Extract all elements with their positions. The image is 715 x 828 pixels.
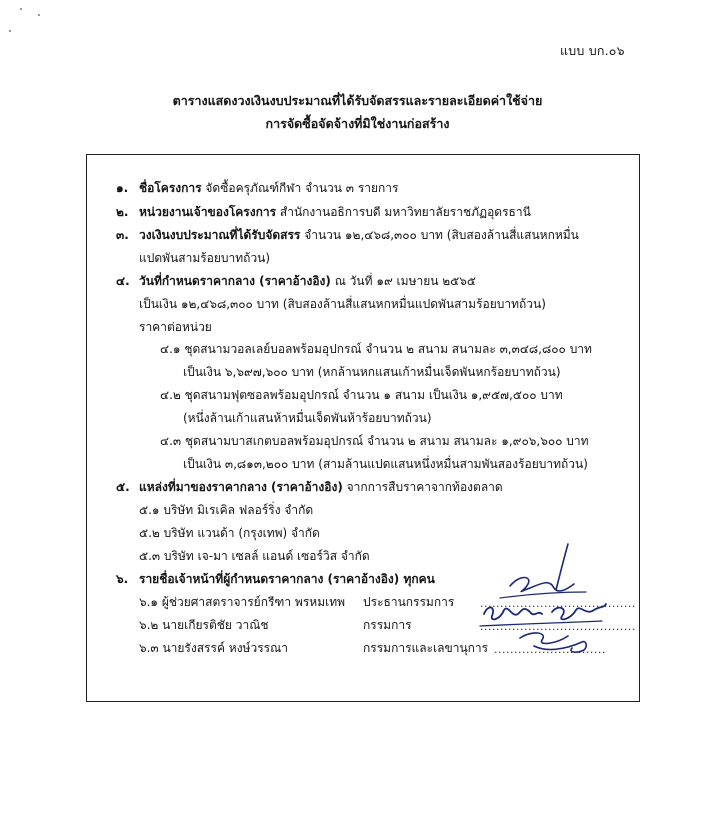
price-source-item: ๕.๑ บริษัท มิเรเคิล ฟลอร์ริ่ง จำกัด	[139, 503, 314, 517]
committee-member-role: กรรมการและเลขานุการ	[363, 641, 489, 655]
document-subtitle: การจัดซื้อจัดจ้างที่มิใช่งานก่อสร้าง	[265, 116, 450, 131]
form-code: แบบ บก.๐๖	[560, 43, 625, 58]
scan-speck	[38, 14, 40, 16]
unit-price-label: ราคาต่อหน่วย	[139, 320, 212, 334]
unit-price-item: ๔.๒ ชุดสนามฟุตซอลพร้อมอุปกรณ์ จำนวน ๑ สนาม เป็นเงิน ๑,๙๕๗,๕๐๐ บาท	[160, 388, 563, 402]
unit-price-item: ๔.๓ ชุดสนามบาสเกตบอลพร้อมอุปกรณ์ จำนวน ๒ สนาม สนามละ ๑,๙๐๖,๖๐๐ บาท	[160, 434, 589, 448]
price-source-item: ๕.๒ บริษัท แวนด้า (กรุงเทพ) จำกัด	[139, 526, 320, 540]
section-number: ๖.	[116, 572, 129, 586]
section-number: ๑.	[116, 181, 129, 195]
section-label: วันที่กำหนดราคากลาง (ราคาอ้างอิง)	[139, 274, 331, 288]
scan-speck	[9, 30, 11, 32]
signature-chair	[490, 540, 590, 604]
section-project-owner	[116, 205, 531, 220]
section-number: ๒.	[116, 205, 129, 219]
committee-member-role: กรรมการ	[363, 618, 412, 632]
section-label: วงเงินงบประมาณที่ได้รับจัดสรร	[139, 228, 301, 242]
section-reference-price-date	[116, 274, 476, 289]
price-source-item: ๕.๓ บริษัท เจ-มา เซลล์ แอนด์ เซอร์วิส จำกัด	[139, 549, 370, 563]
section-committee	[116, 572, 435, 587]
unit-price-item: ๔.๑ ชุดสนามวอลเลย์บอลพร้อมอุปกรณ์ จำนวน ๒ สนาม สนามละ ๓,๓๔๘,๘๐๐ บาท	[160, 342, 592, 356]
section-label: รายชื่อเจ้าหน้าที่ผู้กำหนดราคากลาง (ราคาอ้างอิง) ทุกคน	[139, 572, 435, 586]
committee-member-name: ๖.๓ นายรังสรรค์ หงษ์วรรณา	[139, 641, 288, 655]
signature-secretary	[512, 624, 592, 658]
section-label: หน่วยงานเจ้าของโครงการ	[139, 205, 277, 219]
section-value: สำนักงานอธิการบดี มหาวิทยาลัยราชภัฏอุดรธานี	[276, 205, 531, 219]
committee-member-name: ๖.๒ นายเกียรติชัย วาณิช	[139, 618, 269, 632]
section-number: ๓.	[116, 228, 129, 242]
committee-member-role: ประธานกรรมการ	[363, 595, 455, 609]
signature-line: .......................................	[480, 620, 636, 633]
section-value: จากการสืบราคาจากท้องตลาด	[342, 480, 503, 494]
reference-price-amount: เป็นเงิน ๑๒,๔๖๘,๓๐๐ บาท (สิบสองล้านสี่แสนหกหมื่นแปดพันสามร้อยบาทถ้วน)	[139, 297, 546, 311]
document-title: ตารางแสดงวงเงินงบประมาณที่ได้รับจัดสรรและรายละเอียดค่าใช้จ่าย	[172, 93, 543, 108]
unit-price-item-amount: เป็นเงิน ๖,๖๙๗,๖๐๐ บาท (หกล้านหกแสนเก้าหมื่นเจ็ดพันหกร้อยบาทถ้วน)	[183, 365, 561, 379]
unit-price-item-amount: (หนึ่งล้านเก้าแสนห้าหมื่นเจ็ดพันห้าร้อยบาทถ้วน)	[183, 411, 432, 425]
section-number: ๕.	[116, 480, 130, 494]
section-value: จัดซื้อครุภัณฑ์กีฬา จำนวน ๓ รายการ	[201, 181, 399, 195]
section-value: จำนวน ๑๒,๔๖๘,๓๐๐ บาท (สิบสองล้านสี่แสนหกหมื่น	[300, 228, 579, 242]
section-price-source	[116, 480, 503, 495]
section-value: ณ วันที่ ๑๙ เมษายน ๒๕๖๕	[330, 274, 476, 288]
scan-speck	[20, 8, 22, 10]
section-project-name	[116, 181, 398, 196]
signature-line: .......................................	[480, 597, 636, 610]
section-number: ๔.	[116, 274, 130, 288]
unit-price-item-amount: เป็นเงิน ๓,๘๑๓,๒๐๐ บาท (สามล้านแปดแสนหนึ่งหมื่นสามพันสองร้อยบาทถ้วน)	[183, 457, 588, 471]
section-budget	[116, 228, 579, 243]
section-budget-continued: แปดพันสามร้อยบาทถ้วน)	[139, 251, 271, 265]
signature-line: ............................	[494, 643, 606, 656]
committee-member-name: ๖.๑ ผู้ช่วยศาสตราจารย์กรีฑา พรหมเทพ	[139, 595, 346, 609]
section-label: แหล่งที่มาของราคากลาง (ราคาอ้างอิง)	[139, 480, 343, 494]
section-label: ชื่อโครงการ	[139, 181, 202, 195]
